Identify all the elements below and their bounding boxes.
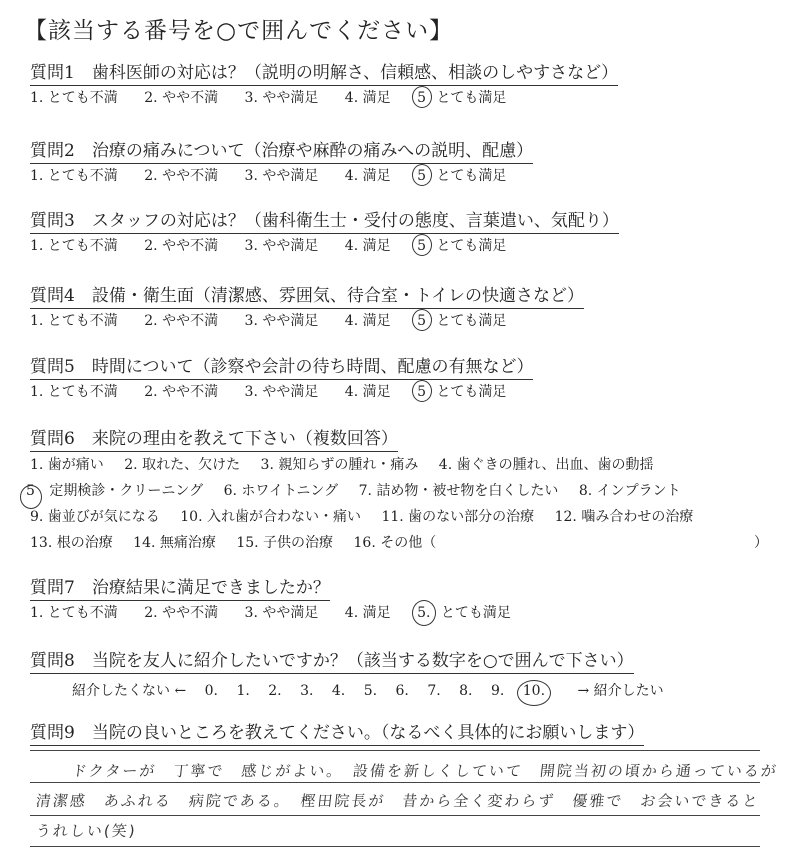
scale-10-selected[interactable] <box>523 683 559 699</box>
option-5-selected[interactable] <box>417 603 430 623</box>
page-title: 【該当する番号を○で囲んでください】 <box>24 18 454 44</box>
reason-5-number: 5 <box>26 483 35 499</box>
reason-7[interactable]: 7. 詰め物・被せ物を白くしたい <box>358 483 559 499</box>
option-5-label: とても満足 <box>436 238 507 254</box>
option-5-label: とても満足 <box>436 313 507 329</box>
question-2 <box>30 140 790 186</box>
reason-12[interactable]: 12. 噛み合わせの治療 <box>554 509 694 525</box>
option-5-selected[interactable] <box>417 236 426 256</box>
option-5-label: とても満足 <box>436 90 507 106</box>
handwritten-answer-line-1: ドクターが 丁寧で 感じがよい。 設備を新しくしていて 開院当初の頃から通っているが <box>71 762 779 780</box>
scale-4[interactable]: 4. <box>331 683 346 699</box>
other-close-paren: ） <box>754 535 768 551</box>
option-2[interactable]: 2. やや不満 <box>144 384 219 400</box>
question-2-title: 質問2 治療の痛みについて（治療や麻酔の痛みへの説明、配慮） <box>30 140 533 164</box>
option-1[interactable]: 1. とても不満 <box>30 605 118 621</box>
option-4[interactable]: 4. 満足 <box>344 238 391 254</box>
question-4-options <box>30 311 790 331</box>
reason-4[interactable]: 4. 歯ぐきの腫れ、出血、歯の動揺 <box>438 457 654 473</box>
option-5-selected[interactable] <box>417 88 426 108</box>
scale-left-label: 紹介したくない ← <box>72 683 187 699</box>
option-5-label: とても満足 <box>436 168 507 184</box>
scale-3[interactable]: 3. <box>300 683 314 699</box>
option-3[interactable]: 3. やや満足 <box>244 90 319 106</box>
reason-15[interactable]: 15. 子供の治療 <box>236 535 334 551</box>
answer-line-1 <box>30 750 760 751</box>
option-5-number: 5 <box>417 384 426 400</box>
option-4[interactable]: 4. 満足 <box>344 605 391 621</box>
option-5-label: とても満足 <box>440 605 511 621</box>
reason-2[interactable]: 2. 取れた、欠けた <box>124 457 241 473</box>
question-1 <box>30 62 790 108</box>
option-1[interactable]: 1. とても不満 <box>30 90 118 106</box>
question-1-title: 質問1 歯科医師の対応は？（説明の明解さ、信頼感、相談のしやすさなど） <box>30 62 618 86</box>
option-1[interactable]: 1. とても不満 <box>30 238 118 254</box>
question-5 <box>30 356 790 402</box>
scale-10-number: 10. <box>522 683 546 699</box>
option-2[interactable]: 2. やや不満 <box>144 605 219 621</box>
question-5-title: 質問5 時間について（診察や会計の待ち時間、配慮の有無など） <box>30 356 533 380</box>
reason-5-label: 定期検診・クリーニング <box>49 483 204 499</box>
option-5-number: 5 <box>417 168 426 184</box>
question-7 <box>30 577 790 623</box>
option-2[interactable]: 2. やや不満 <box>144 90 219 106</box>
question-4 <box>30 285 790 331</box>
option-5-selected[interactable] <box>417 311 426 331</box>
scale-5[interactable]: 5. <box>363 683 378 699</box>
option-5-number: 5 <box>417 238 426 254</box>
scale-7[interactable]: 7. <box>427 683 441 699</box>
option-4[interactable]: 4. 満足 <box>344 168 391 184</box>
question-6-row-2 <box>22 478 790 504</box>
option-2[interactable]: 2. やや不満 <box>144 238 219 254</box>
scale-8[interactable]: 8. <box>459 683 473 699</box>
handwritten-answer-line-3: うれしい(笑) <box>35 822 138 840</box>
option-5-number: 5 <box>417 90 426 106</box>
answer-line-2 <box>30 782 760 783</box>
option-3[interactable]: 3. やや満足 <box>244 384 319 400</box>
question-6-row-1 <box>30 452 790 478</box>
reason-16[interactable]: 16. その他（ <box>353 535 437 551</box>
question-6-row-3 <box>30 504 790 530</box>
reason-8[interactable]: 8. インプラント <box>578 483 681 499</box>
answer-line-4 <box>30 846 760 847</box>
option-3[interactable]: 3. やや満足 <box>244 605 319 621</box>
reason-6[interactable]: 6. ホワイトニング <box>223 483 339 499</box>
reason-10[interactable]: 10. 入れ歯が合わない・痛い <box>180 509 361 525</box>
question-1-options <box>30 88 790 108</box>
option-2[interactable]: 2. やや不満 <box>144 313 219 329</box>
option-3[interactable]: 3. やや満足 <box>244 238 319 254</box>
scale-9[interactable]: 9. <box>490 683 505 699</box>
reason-9[interactable]: 9. 歯並びが気になる <box>30 509 160 525</box>
reason-5-selected[interactable] <box>26 483 35 499</box>
option-1[interactable]: 1. とても不満 <box>30 313 118 329</box>
option-4[interactable]: 4. 満足 <box>344 313 391 329</box>
question-3 <box>30 210 790 256</box>
question-8 <box>30 650 790 700</box>
option-3[interactable]: 3. やや満足 <box>244 313 319 329</box>
scale-6[interactable]: 6. <box>395 683 409 699</box>
option-5-number: 5 <box>417 313 426 329</box>
option-4[interactable]: 4. 満足 <box>344 90 391 106</box>
recommend-scale <box>72 680 790 700</box>
question-5-options <box>30 382 790 402</box>
option-4[interactable]: 4. 満足 <box>344 384 391 400</box>
reason-14[interactable]: 14. 無痛治療 <box>133 535 216 551</box>
question-3-options <box>30 236 790 256</box>
option-5-number: 5. <box>417 605 431 621</box>
option-3[interactable]: 3. やや満足 <box>244 168 319 184</box>
option-1[interactable]: 1. とても不満 <box>30 384 118 400</box>
reason-13[interactable]: 13. 根の治療 <box>30 535 113 551</box>
handwritten-answer-line-2: 清潔感 あふれる 病院である。 樫田院長が 昔から全く変わらず 優雅で お会いできると <box>35 792 761 810</box>
reason-3[interactable]: 3. 親知らずの腫れ・痛み <box>260 457 419 473</box>
question-7-title: 質問7 治療結果に満足できましたか？ <box>30 577 330 601</box>
scale-right-label: → 紹介したい <box>577 683 664 699</box>
question-6-title: 質問6 来院の理由を教えて下さい（複数回答） <box>30 428 398 452</box>
question-2-options <box>30 166 790 186</box>
answer-line-3 <box>30 815 760 816</box>
option-5-selected[interactable] <box>417 166 426 186</box>
question-7-options <box>30 603 790 623</box>
scale-0[interactable]: 0. <box>204 683 218 699</box>
reason-11[interactable]: 11. 歯のない部分の治療 <box>381 509 535 525</box>
question-9 <box>30 722 790 746</box>
option-5-selected[interactable] <box>417 382 426 402</box>
question-8-title: 質問8 当院を友人に紹介したいですか？（該当する数字を○で囲んで下さい） <box>30 650 634 674</box>
reason-1[interactable]: 1. 歯が痛い <box>30 457 104 473</box>
question-3-title: 質問3 スタッフの対応は？（歯科衛生士・受付の態度、言葉遣い、気配り） <box>30 210 619 234</box>
option-2[interactable]: 2. やや不満 <box>144 168 219 184</box>
question-4-title: 質問4 設備・衛生面（清潔感、雰囲気、待合室・トイレの快適さなど） <box>30 285 584 309</box>
question-9-title: 質問9 当院の良いところを教えてください。（なるべく具体的にお願いします） <box>30 722 644 746</box>
scale-2[interactable]: 2. <box>268 683 282 699</box>
scale-1[interactable]: 1. <box>236 683 250 699</box>
option-5-label: とても満足 <box>436 384 507 400</box>
question-6 <box>26 428 790 556</box>
question-6-row-4 <box>30 530 790 556</box>
option-1[interactable]: 1. とても不満 <box>30 168 118 184</box>
